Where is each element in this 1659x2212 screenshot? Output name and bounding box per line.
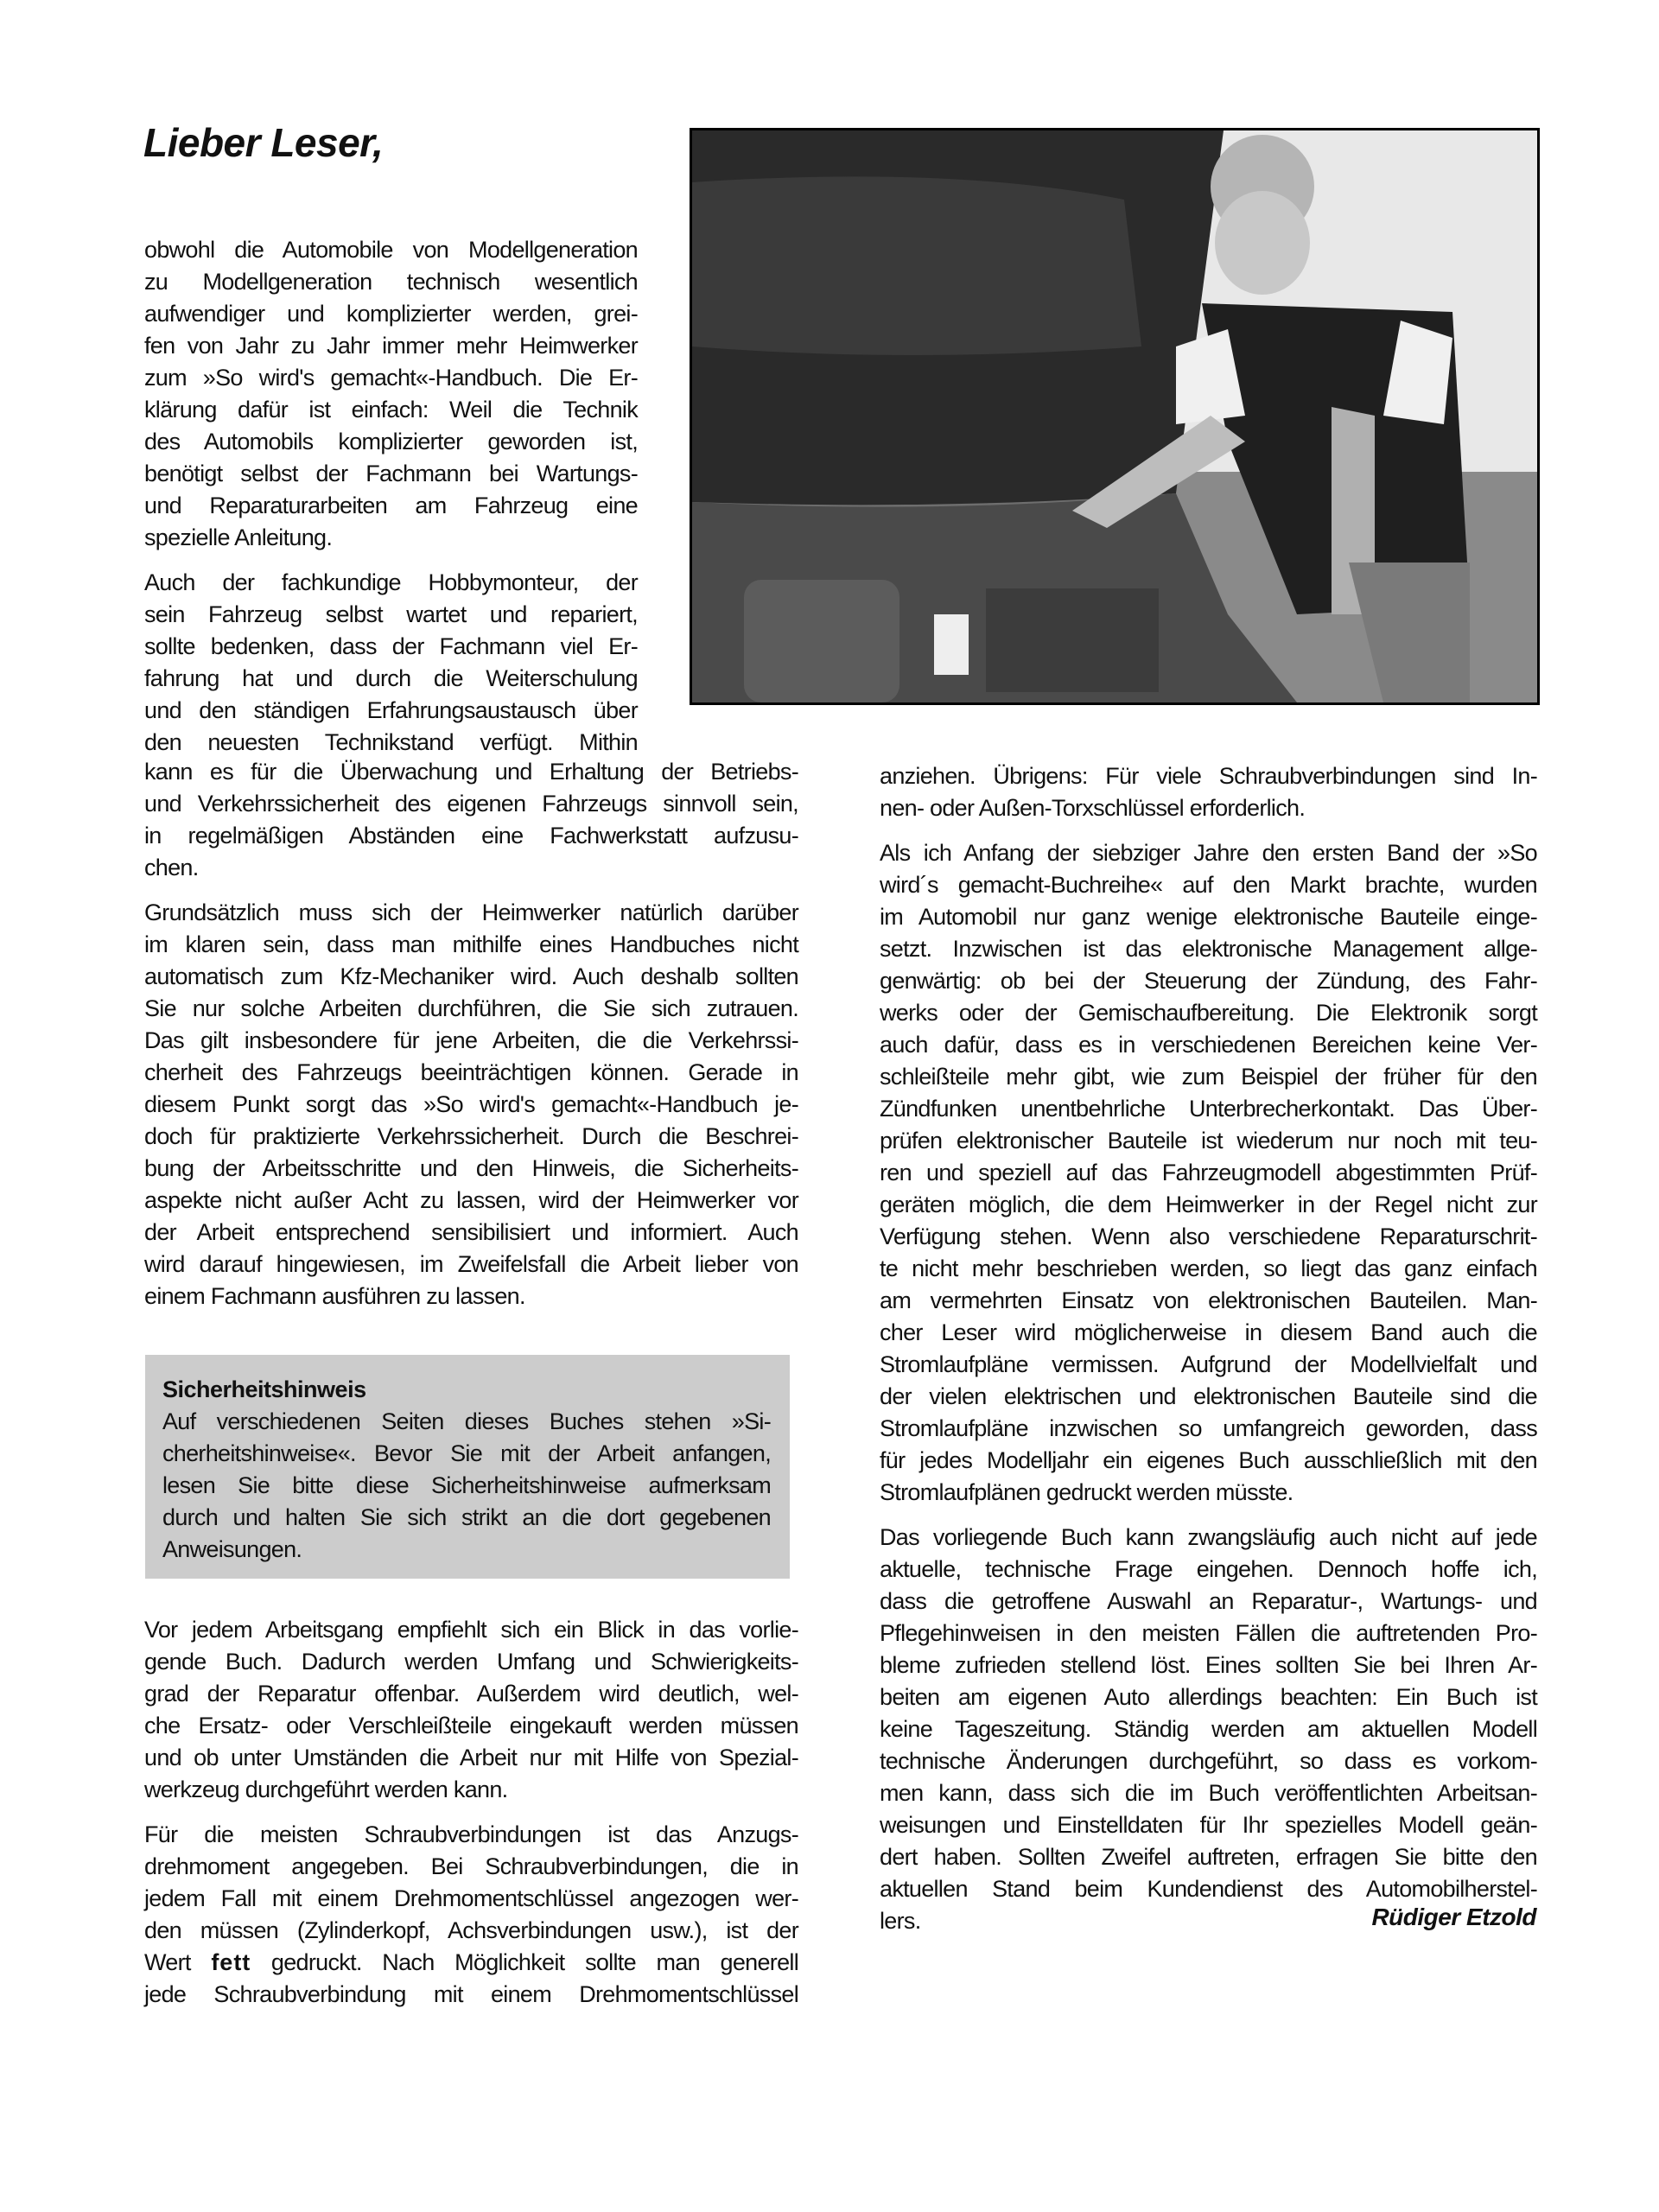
text-line: durch und halten Sie sich strikt an die dort gegebenen (162, 1504, 771, 1530)
text-line: Als ich Anfang der siebziger Jahre den ersten Band der »So (880, 840, 1537, 866)
text-line: und Verkehrssicherheit des eigenen Fahrzeugs sinnvoll sein, (144, 791, 798, 817)
text-line: werkzeug durchgeführt werden kann. (144, 1777, 508, 1802)
photo-car-engine-icon (692, 130, 1537, 702)
text-line: automatisch zum Kfz-Mechaniker wird. Auch deshalb sollten (144, 963, 798, 989)
text-line: diesem Punkt sorgt das »So wird's gemacht«-Handbuch je- (144, 1091, 798, 1117)
text-line: lesen Sie bitte diese Sicherheitshinweise aufmerksam (162, 1472, 771, 1498)
text-line: aktuelle, technische Frage eingehen. Dennoch hoffe ich, (880, 1556, 1537, 1582)
text-line: genwärtig: ob bei der Steuerung der Zündung, des Fahr- (880, 968, 1537, 994)
mechanic-photo (690, 128, 1540, 705)
text-line: grad der Reparatur offenbar. Außerdem wird deutlich, wel- (144, 1681, 798, 1707)
paragraph-5 (144, 1819, 798, 2011)
text-line: Grundsätzlich muss sich der Heimwerker natürlich darüber (144, 899, 798, 925)
text-line: Anweisungen. (162, 1536, 302, 1562)
text-line: Stromlaufplänen gedruckt werden müsste. (880, 1479, 1294, 1505)
text-line: Stromlaufpläne vermissen. Aufgrund der Modellvielfalt und (880, 1351, 1537, 1377)
text-line: keine Tageszeitung. Ständig werden am aktuellen Modell (880, 1716, 1537, 1742)
text-line: zum »So wird's gemacht«-Handbuch. Die Er- (144, 365, 638, 391)
text-line: und den ständigen Erfahrungsaustausch über (144, 697, 638, 723)
safety-notice-box (145, 1355, 790, 1579)
bold-word: fett (211, 1949, 251, 1975)
paragraph-4 (144, 1614, 798, 1806)
text-line: Das gilt insbesondere für jene Arbeiten, die die Verkehrssi- (144, 1027, 798, 1053)
text-line: werks oder der Gemischaufbereitung. Die Elektronik sorgt (880, 1000, 1537, 1026)
text-line: cherheit des Fahrzeugs beeinträchtigen können. Gerade in (144, 1059, 798, 1085)
text-line: fen von Jahr zu Jahr immer mehr Heimwerker (144, 333, 638, 359)
text-line: setzt. Inzwischen ist das elektronische Management allge- (880, 936, 1537, 962)
safety-notice-title: Sicherheitshinweis (162, 1376, 366, 1402)
text-line: obwohl die Automobile von Modellgeneration (144, 237, 638, 263)
text-line: Verfügung stehen. Wenn also verschiedene Reparaturschrit- (880, 1224, 1537, 1249)
text-line: zu Modellgeneration technisch wesentlich (144, 269, 638, 295)
text-line: den müssen (Zylinderkopf, Achsverbindungen usw.), ist der (144, 1917, 798, 1943)
text-line: dert haben. Sollten Zweifel auftreten, erfragen Sie bitte den (880, 1844, 1537, 1870)
text-line: spezielle Anleitung. (144, 524, 333, 550)
text-line: dass die getroffene Auswahl an Reparatur-, Wartungs- und (880, 1588, 1537, 1614)
text-line: der Arbeit entsprechend sensibilisiert und informiert. Auch (144, 1219, 798, 1245)
text-line: chen. (144, 855, 199, 880)
right-paragraph-1 (880, 760, 1537, 824)
right-paragraph-3 (880, 1522, 1537, 1937)
text-line: Stromlaufpläne inzwischen so umfangreich geworden, dass (880, 1415, 1537, 1441)
text-line: aufwendiger und komplizierter werden, grei- (144, 301, 638, 327)
text-line: jedem Fall mit einem Drehmomentschlüssel angezogen wer- (144, 1885, 798, 1911)
text-line: der vielen elektrischen und elektronischen Bauteile sind die (880, 1383, 1537, 1409)
text-line: Vor jedem Arbeitsgang empfiehlt sich ein Blick in das vorlie- (144, 1617, 798, 1643)
text-line: fahrung hat und durch die Weiterschulung (144, 665, 638, 691)
text-line: klärung dafür ist einfach: Weil die Technik (144, 397, 638, 423)
text-line: Pflegehinweisen in den meisten Fällen die auftretenden Pro- (880, 1620, 1537, 1646)
text-line: ren und speziell auf das Fahrzeugmodell abgestimmten Prüf- (880, 1160, 1537, 1185)
text-line: im Automobil nur ganz wenige elektronische Bauteile einge- (880, 904, 1537, 930)
right-paragraph-2 (880, 837, 1537, 1509)
text-line-with-bold (144, 1947, 798, 1979)
left-column-lower (144, 1614, 798, 2011)
text-line: den neuesten Technikstand verfügt. Mithin (144, 729, 638, 755)
text-line: in regelmäßigen Abständen eine Fachwerkstatt aufzusu- (144, 823, 798, 849)
paragraph-3 (144, 897, 798, 1313)
text-fragment: Wert (144, 1949, 212, 1975)
text-line: kann es für die Überwachung und Erhaltung der Betriebs- (144, 759, 798, 785)
paragraph-2 (144, 567, 638, 759)
text-line: und Reparaturarbeiten am Fahrzeug eine (144, 493, 638, 518)
text-line: drehmoment angegeben. Bei Schraubverbindungen, die in (144, 1853, 798, 1879)
text-line: im klaren sein, dass man mithilfe eines Handbuches nicht (144, 931, 798, 957)
text-line: am vermehrten Einsatz von elektronischen Bauteilen. Man- (880, 1287, 1537, 1313)
text-line: bung der Arbeitsschritte und den Hinweis, die Sicherheits- (144, 1155, 798, 1181)
text-line: doch für praktizierte Verkehrssicherheit. Durch die Beschrei- (144, 1123, 798, 1149)
text-line: Das vorliegende Buch kann zwangsläufig auch nicht auf jede (880, 1524, 1537, 1550)
text-line: cher Leser wird möglicherweise in diesem Band auch die (880, 1319, 1537, 1345)
paragraph-2-continued (144, 756, 798, 884)
text-line: che Ersatz- oder Verschleißteile eingekauft werden müssen (144, 1713, 798, 1738)
author-signature: Rüdiger Etzold (1371, 1904, 1536, 1930)
text-line: benötigt selbst der Fachmann bei Wartungs- (144, 461, 638, 486)
paragraph-1 (144, 234, 638, 554)
text-line: prüfen elektronischer Bauteile ist wiederum nur noch mit teu- (880, 1128, 1537, 1154)
text-line: nen- oder Außen-Torxschlüssel erforderlich. (880, 795, 1306, 821)
left-column-wide (144, 756, 798, 1313)
text-line: gende Buch. Dadurch werden Umfang und Schwierigkeits- (144, 1649, 798, 1675)
text-line: geräten möglich, die dem Heimwerker in der Regel nicht zur (880, 1192, 1537, 1217)
text-line: aspekte nicht außer Acht zu lassen, wird der Heimwerker vor (144, 1187, 798, 1213)
text-line: Sie nur solche Arbeiten durchführen, die Sie sich zutrauen. (144, 995, 798, 1021)
text-line: des Automobils komplizierter geworden ist, (144, 429, 638, 454)
text-line: technische Änderungen durchgeführt, so dass es vorkom- (880, 1748, 1537, 1774)
right-column (880, 760, 1537, 1937)
text-line: auch dafür, dass es in verschiedenen Bereichen keine Ver- (880, 1032, 1537, 1058)
text-line: wird darauf hingewiesen, im Zweifelsfall die Arbeit lieber von (144, 1251, 798, 1277)
text-line: schleißteile mehr gibt, wie zum Beispiel der früher für den (880, 1064, 1537, 1090)
text-line: und ob unter Umständen die Arbeit nur mit Hilfe von Spezial- (144, 1745, 798, 1770)
text-line: wird´s gemacht-Buchreihe« auf den Markt brachte, wurden (880, 872, 1537, 898)
text-line: sollte bedenken, dass der Fachmann viel Er- (144, 633, 638, 659)
text-line: weisungen und Einstelldaten für Ihr spezielles Modell geän- (880, 1812, 1537, 1838)
text-fragment: gedruckt. Nach Möglichkeit sollte man generell (251, 1949, 798, 1975)
text-line: anziehen. Übrigens: Für viele Schraubverbindungen sind In- (880, 763, 1537, 789)
text-line: te nicht mehr beschrieben werden, so liegt das ganz einfach (880, 1255, 1537, 1281)
text-line: jede Schraubverbindung mit einem Drehmomentschlüssel (144, 1981, 798, 2007)
left-column-narrow (144, 234, 638, 759)
text-line: cherheitshinweise«. Bevor Sie mit der Arbeit anfangen, (162, 1440, 771, 1466)
text-line: für jedes Modelljahr ein eigenes Buch ausschließlich mit den (880, 1447, 1537, 1473)
text-line: einem Fachmann ausführen zu lassen. (144, 1283, 525, 1309)
text-line: sein Fahrzeug selbst wartet und repariert, (144, 601, 638, 627)
text-line: aktuellen Stand beim Kundendienst des Automobilherstel- (880, 1876, 1537, 1902)
text-line: beiten am eigenen Auto allerdings beachten: Ein Buch ist (880, 1684, 1537, 1710)
page-title: Lieber Leser, (143, 120, 384, 165)
text-line: men kann, dass sich die im Buch veröffentlichten Arbeitsan- (880, 1780, 1537, 1806)
text-line: Für die meisten Schraubverbindungen ist das Anzugs- (144, 1821, 798, 1847)
text-line: Zündfunken unentbehrliche Unterbrecherkontakt. Das Über- (880, 1096, 1537, 1122)
text-line: Auf verschiedenen Seiten dieses Buches stehen »Si- (162, 1408, 771, 1434)
text-line: lers. (880, 1908, 921, 1934)
text-line: Auch der fachkundige Hobbymonteur, der (144, 569, 638, 595)
text-line: bleme zufrieden stellend löst. Eines sollten Sie bei Ihren Ar- (880, 1652, 1537, 1678)
